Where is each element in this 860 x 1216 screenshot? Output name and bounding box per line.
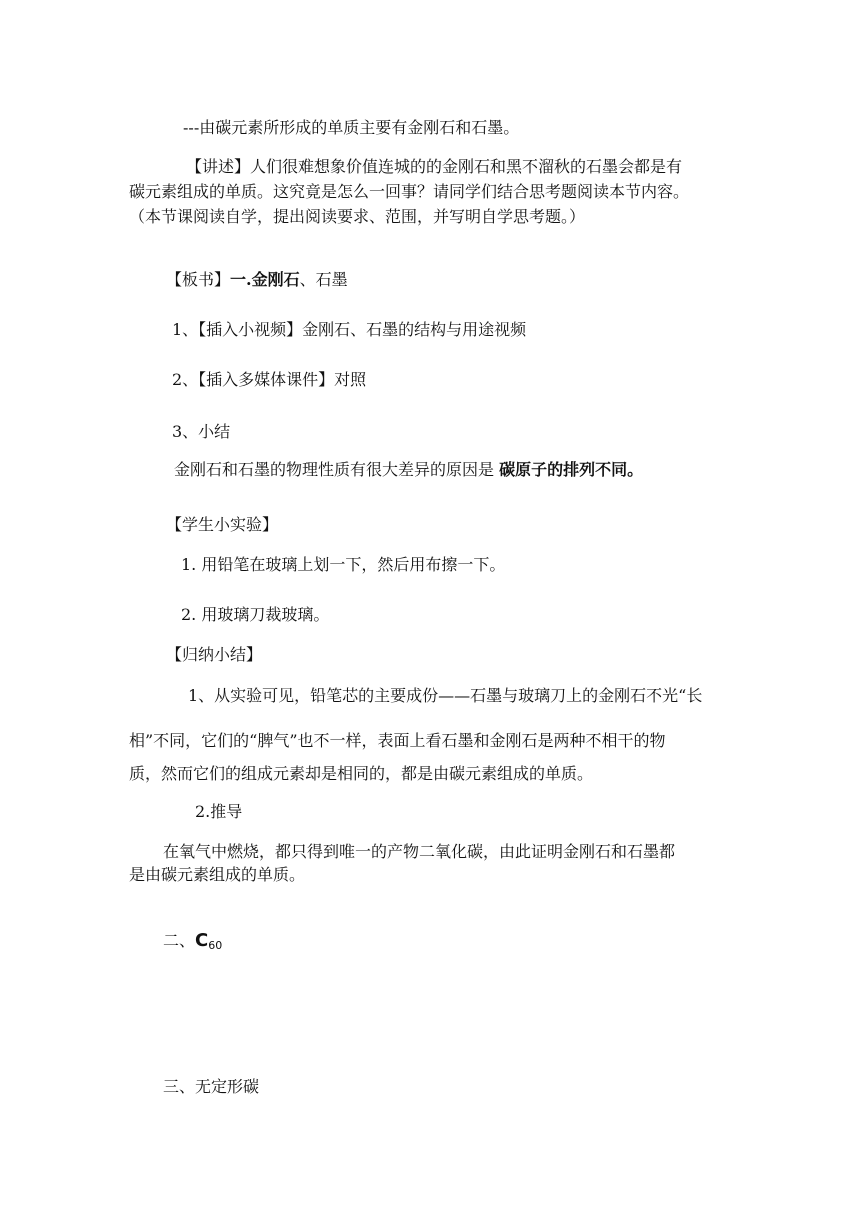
board-title-rest: 、石墨 [299,270,348,289]
summary-bold: 碳原子的排列不同。 [499,460,644,479]
intro-line: ---由碳元素所形成的单质主要有金刚石和石墨。 [183,118,520,137]
board-prefix: 【板书】 [166,270,231,289]
experiment-heading: 【学生小实验】 [166,515,279,534]
board-number: 一. [230,270,252,289]
lecture-line-3: （本节课阅读自学，提出阅读要求、范围，并写明自学思考题。） [129,207,586,226]
conclusion-line-2: 相”不同，它们的“脾气”也不一样，表面上看石墨和金刚石是两种不相干的物 [129,731,666,750]
conclusion-line-1: 1、从实验可见，铅笔芯的主要成份——石墨与玻璃刀上的金刚石不光“长 [188,686,703,705]
section-3-heading: 三、无定形碳 [163,1077,260,1096]
step-1: 1、【插入小视频】金刚石、石墨的结构与用途视频 [172,320,527,339]
lecture-line-1: 【讲述】人们很难想象价值连城的的金刚石和黑不溜秋的石墨会都是有 [186,157,683,176]
section-2-heading [163,931,222,956]
experiment-item-2: 2. 用玻璃刀裁玻璃。 [181,605,330,624]
derive-line-2: 是由碳元素组成的单质。 [129,865,306,884]
conclusion-line-3: 质，然而它们的组成元素却是相同的，都是由碳元素组成的单质。 [129,764,594,783]
lecture-line-2: 碳元素组成的单质。这究竟是怎么一回事？请同学们结合思考题阅读本节内容。 [129,182,690,201]
section-2-subscript: 60 [208,939,223,952]
step-3: 3、小结 [172,422,231,441]
summary-text: 金刚石和石墨的物理性质有很大差异的原因是 [174,460,500,479]
experiment-item-1: 1. 用铅笔在玻璃上划一下，然后用布擦一下。 [181,555,506,574]
conclusion-heading: 【归纳小结】 [166,645,263,664]
board-title-bold: 金刚石 [251,270,300,289]
derive-line-1: 在氧气中燃烧，都只得到唯一的产物二氧化碳，由此证明金刚石和石墨都 [163,842,676,861]
section-2-prefix: 二、 [163,931,196,950]
step-2: 2、【插入多媒体课件】对照 [172,370,367,389]
derive-heading: 2.推导 [195,802,243,821]
section-2-formula: C [195,930,209,951]
board-heading [166,270,348,290]
summary-line [174,460,643,480]
